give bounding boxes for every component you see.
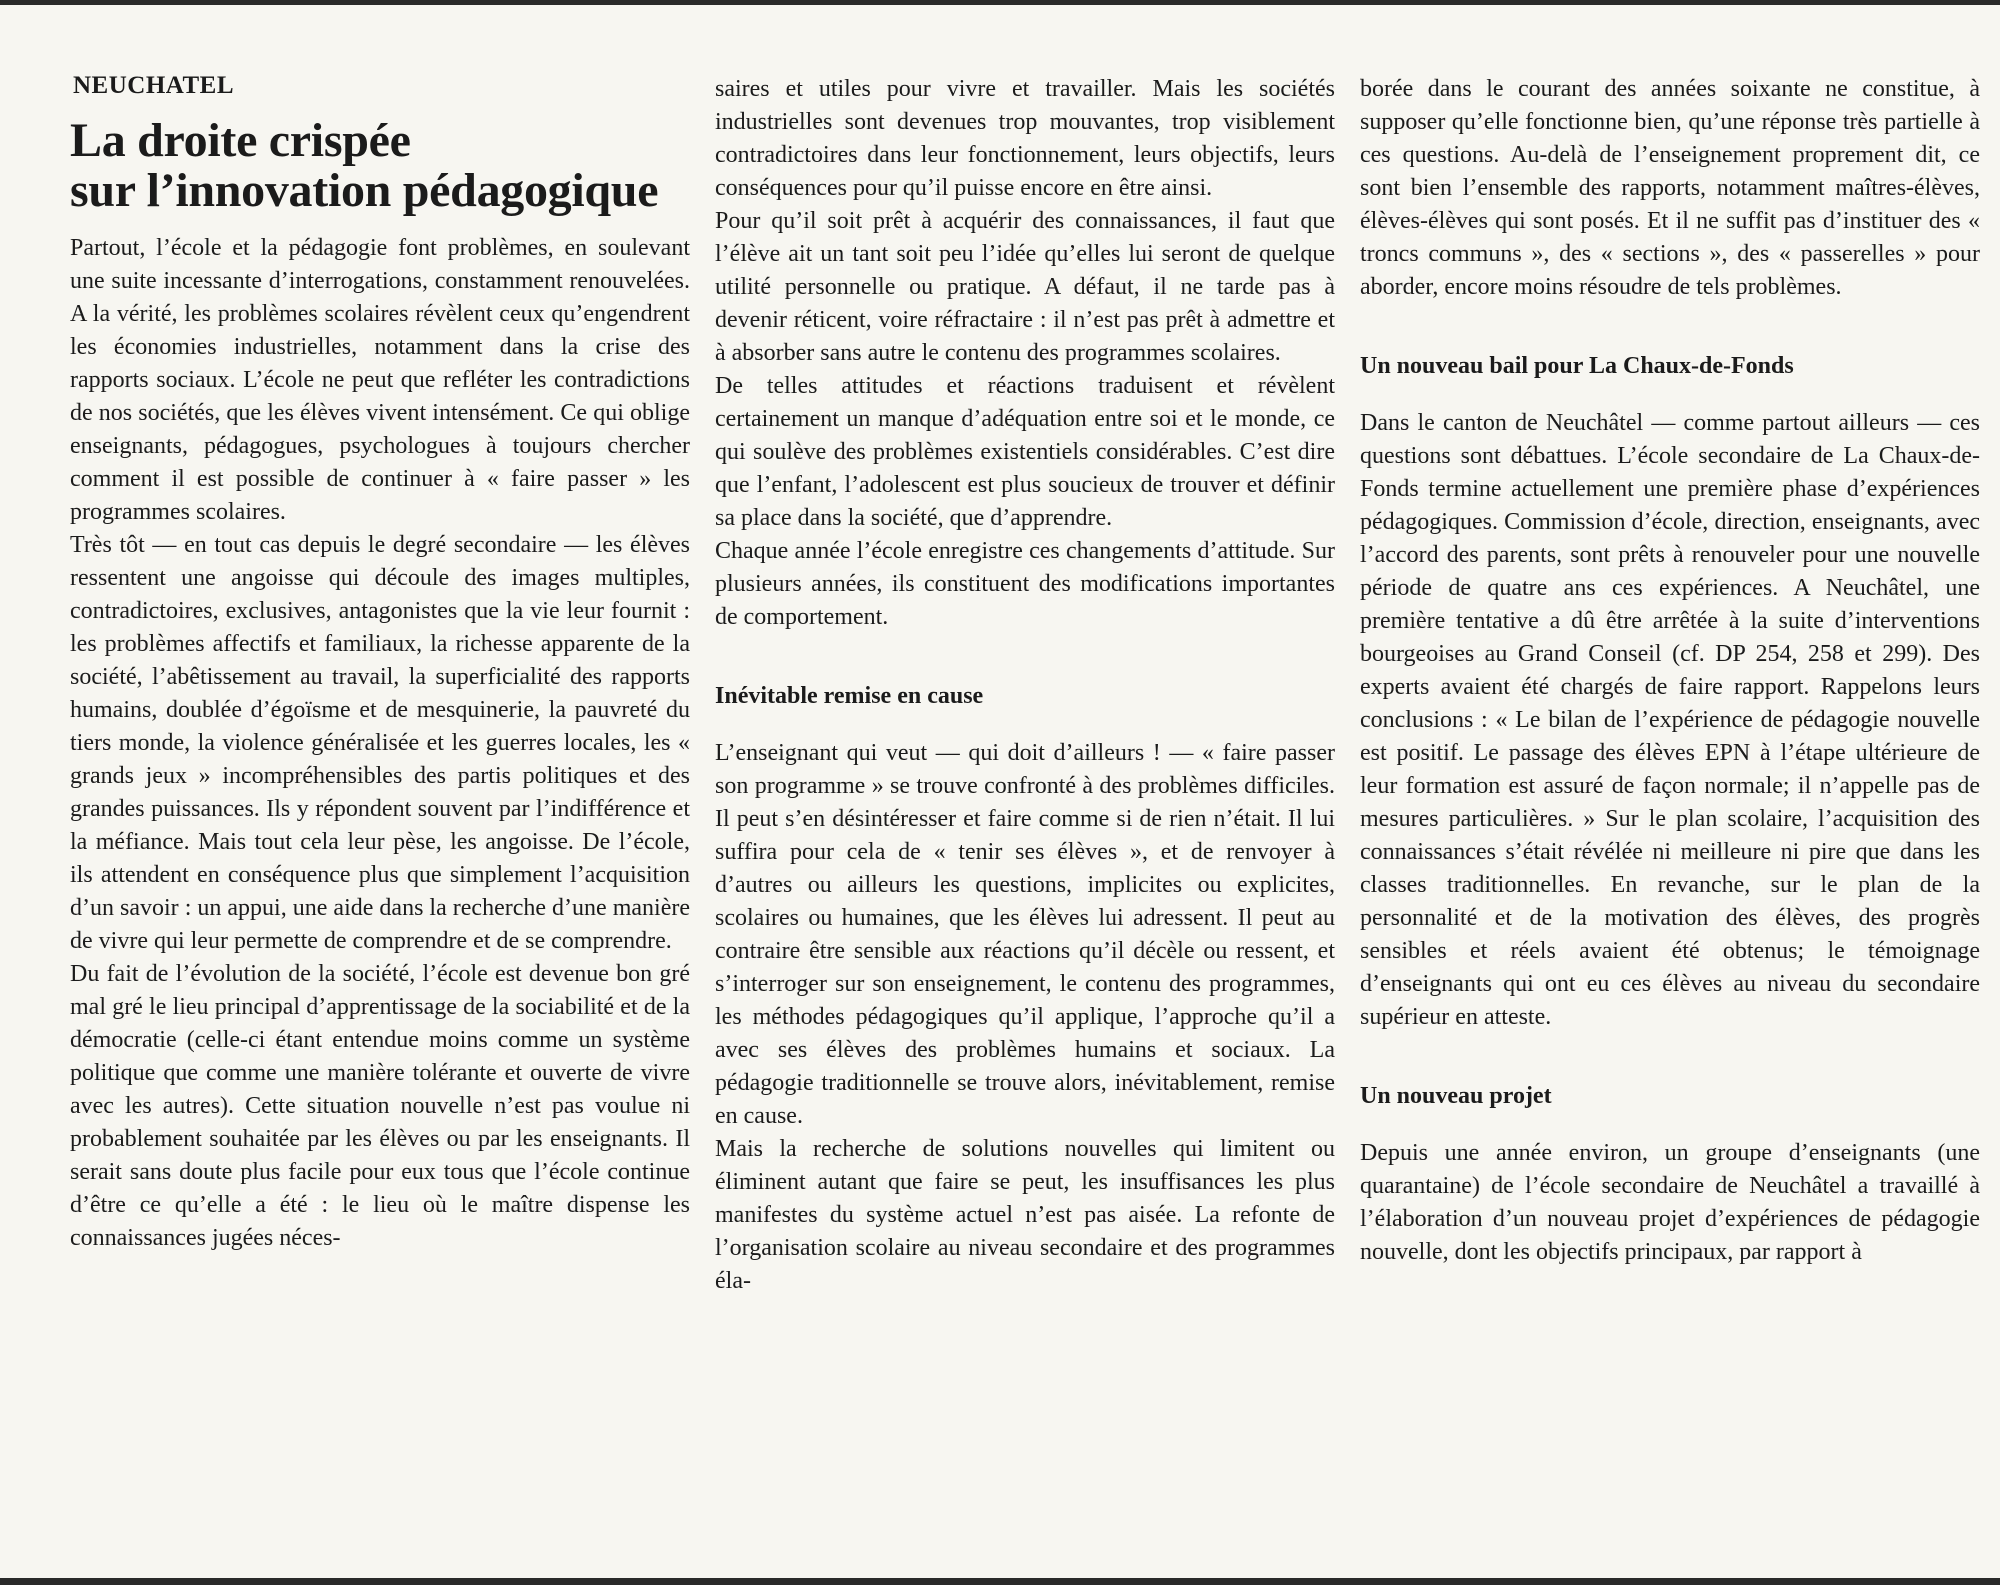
column-1	[70, 62, 690, 1562]
column-3	[1360, 62, 1980, 1562]
paragraph: Du fait de l’évolution de la société, l’école est devenue bon gré mal gré le lieu principal d’apprentissage de la sociabilité et de la démocratie (celle-ci étant entendue moins comme un système politique que comme une manière tolérante et ouverte de vivre avec les autres). Cette situation nouvelle n’est pas voulue ni probablement souhaitée par les élèves ou par les enseignants. Il serait sans doute plus facile pour eux tous que l’école continue d’être ce qu’elle a été : le lieu où le maître dispense les connaissances jugées néces-	[70, 961, 690, 1251]
top-rule	[0, 0, 2000, 5]
column-2	[715, 62, 1335, 1562]
paragraph: L’enseignant qui veut — qui doit d’ailleurs ! — « faire passer son programme » se trouve confronté à des problèmes difficiles. Il peut s’en désintéresser et faire comme si de rien n’était. Il lui suffira pour cela de « tenir ses élèves », et de renvoyer à d’autres ou ailleurs les questions, implicites ou explicites, scolaires ou humaines, que les élèves lui adressent. Il peut au contraire être sensible aux réactions qu’il décèle ou ressent, et s’interroger sur son enseignement, le contenu des programmes, les méthodes pédagogiques qu’il applique, l’approche qu’il a avec ses élèves des problèmes humains et sociaux. La pédagogie traditionnelle se trouve alors, inévitablement, remise en cause.	[715, 740, 1335, 1129]
section-heading-bail: Un nouveau bail pour La Chaux-de-Fonds	[1360, 353, 1794, 379]
paragraph: Pour qu’il soit prêt à acquérir des connaissances, il faut que l’élève ait un tant soit peu l’idée qu’elles lui seront de quelque utilité personnelle ou pratique. A défaut, il ne tarde pas à devenir réticent, voire réfractaire : il n’est pas prêt à admettre et à absorber sans autre le contenu des programmes scolaires.	[715, 208, 1335, 366]
section-heading-remise: Inévitable remise en cause	[715, 683, 984, 709]
paragraph: Très tôt — en tout cas depuis le degré secondaire — les élèves ressentent une angoisse qui découle des images multiples, contradictoires, exclusives, antagonistes que la vie leur fournit : les problèmes affectifs et familiaux, la richesse apparente de la société, l’abêtissement au travail, la superficialité des rapports humains, doublée d’égoïsme et de mesquinerie, la pauvreté du tiers monde, la violence généralisée et les guerres locales, les « grands jeux » incompréhensibles des partis politiques et des grandes puissances. Ils y répondent souvent par l’indifférence et la méfiance. Mais tout cela leur pèse, les angoisse. De l’école, ils attendent en conséquence plus que simplement l’acquisition d’un savoir : un appui, une aide dans la recherche d’une manière de vivre qui leur permette de comprendre et de se comprendre.	[70, 532, 690, 954]
paragraph: Mais la recherche de solutions nouvelles qui limitent ou éliminent autant que faire se peut, les insuffisances les plus manifestes du système actuel n’est pas aisée. La refonte de l’organisation scolaire au niveau secondaire et des programmes éla-	[715, 1136, 1335, 1294]
paragraph: saires et utiles pour vivre et travailler. Mais les sociétés industrielles sont devenues trop mouvantes, trop visiblement contradictoires dans leur fonctionnement, leurs objectifs, leurs conséquences pour qu’il puisse encore en être ainsi.	[715, 76, 1335, 201]
kicker: NEUCHATEL	[73, 72, 235, 99]
paragraph: Dans le canton de Neuchâtel — comme partout ailleurs — ces questions sont débattues. L’école secondaire de La Chaux-de-Fonds termine actuellement une première phase d’expériences pédagogiques. Commission d’école, direction, enseignants, avec l’accord des parents, sont prêts à renouveler pour une nouvelle période de quatre ans ces expériences. A Neuchâtel, une première tentative a dû être arrêtée à la suite d’interventions bourgeoises au Grand Conseil (cf. DP 254, 258 et 299). Des experts avaient été chargés de faire rapport. Rappelons leurs conclusions : « Le bilan de l’expérience de pédagogie nouvelle est positif. Le passage des élèves EPN à l’étape ultérieure de leur formation est assuré de façon normale; il n’appelle pas de mesures particulières. » Sur le plan scolaire, l’acquisition des connaissances s’était révélée ni meilleure ni pire que dans les classes traditionnelles. En revanche, sur le plan de la personnalité et de la motivation des élèves, des progrès sensibles et réels avaient été obtenus; le témoignage d’enseignants qui ont eu ces élèves au niveau du secondaire supérieur en atteste.	[1360, 410, 1980, 1030]
headline	[70, 116, 690, 216]
bottom-rule	[0, 1578, 2000, 1585]
headline-line-2: sur l’innovation pédagogique	[70, 164, 659, 217]
paragraph: Depuis une année environ, un groupe d’enseignants (une quarantaine) de l’école secondaire de Neuchâtel a travaillé à l’élaboration d’un nouveau projet d’expériences de pédagogie nouvelle, dont les objectifs principaux, par rapport à	[1360, 1140, 1980, 1265]
paragraph: De telles attitudes et réactions traduisent et révèlent certainement un manque d’adéquation entre soi et le monde, ce qui soulève des problèmes existentiels considérables. C’est dire que l’enfant, l’adolescent est plus soucieux de trouver et définir sa place dans la société, que d’apprendre.	[715, 373, 1335, 531]
paragraph: Chaque année l’école enregistre ces changements d’attitude. Sur plusieurs années, ils constituent des modifications importantes de comportement.	[715, 538, 1335, 630]
headline-line-1: La droite crispée	[70, 114, 411, 167]
paragraph: borée dans le courant des années soixante ne constitue, à supposer qu’elle fonctionne bien, qu’une réponse très partielle à ces questions. Au-delà de l’enseignement proprement dit, ce sont bien l’ensemble des rapports, notamment maîtres-élèves, élèves-élèves qui sont posés. Et il ne suffit pas d’instituer des « troncs communs », des « sections », des « passerelles » pour aborder, encore moins résoudre de tels problèmes.	[1360, 76, 1980, 300]
article	[70, 62, 1980, 1562]
section-heading-projet: Un nouveau projet	[1360, 1083, 1552, 1109]
paragraph: Partout, l’école et la pédagogie font problèmes, en soulevant une suite incessante d’interrogations, constamment renouvelées. A la vérité, les problèmes scolaires révèlent ceux qu’engendrent les économies industrielles, notamment dans la crise des rapports sociaux. L’école ne peut que refléter les contradictions de nos sociétés, que les élèves vivent intensément. Ce qui oblige enseignants, pédagogues, psychologues à toujours chercher comment il est possible de continuer à « faire passer » les programmes scolaires.	[70, 235, 690, 525]
